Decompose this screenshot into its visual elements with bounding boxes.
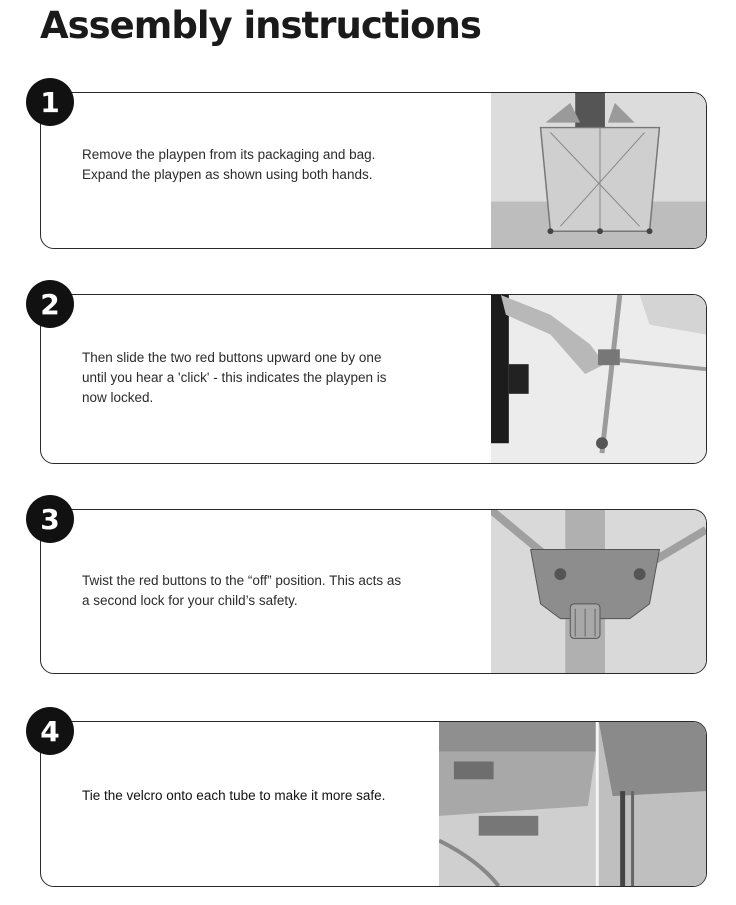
step-text: Then slide the two red buttons upward one by one until you hear a 'click' - this indicates the playpen is now locked. [82,350,387,405]
step-number-badge: 2 [26,280,74,328]
step-number-badge: 4 [26,707,74,755]
step-card-1 [40,85,707,249]
step-number-badge: 1 [26,78,74,126]
photo-hands-expanding-playpen [491,93,706,248]
step-card-2 [40,287,707,464]
step-card-4 [40,714,707,887]
step-number-badge: 3 [26,495,74,543]
step-text: Remove the playpen from its packaging and bag. Expand the playpen as shown using both hands. [82,147,376,182]
photo-twist-lock-closeup [491,510,706,673]
step-text: Twist the red buttons to the “off” position. This acts as a second lock for your child’s safety. [82,573,402,608]
photo-hand-sliding-button [491,295,706,463]
step-card-3 [40,502,707,674]
photo-velcro-tube [439,722,706,886]
page-title: Assembly instructions [40,4,481,47]
step-text: Tie the velcro onto each tube to make it more safe. [82,788,386,803]
